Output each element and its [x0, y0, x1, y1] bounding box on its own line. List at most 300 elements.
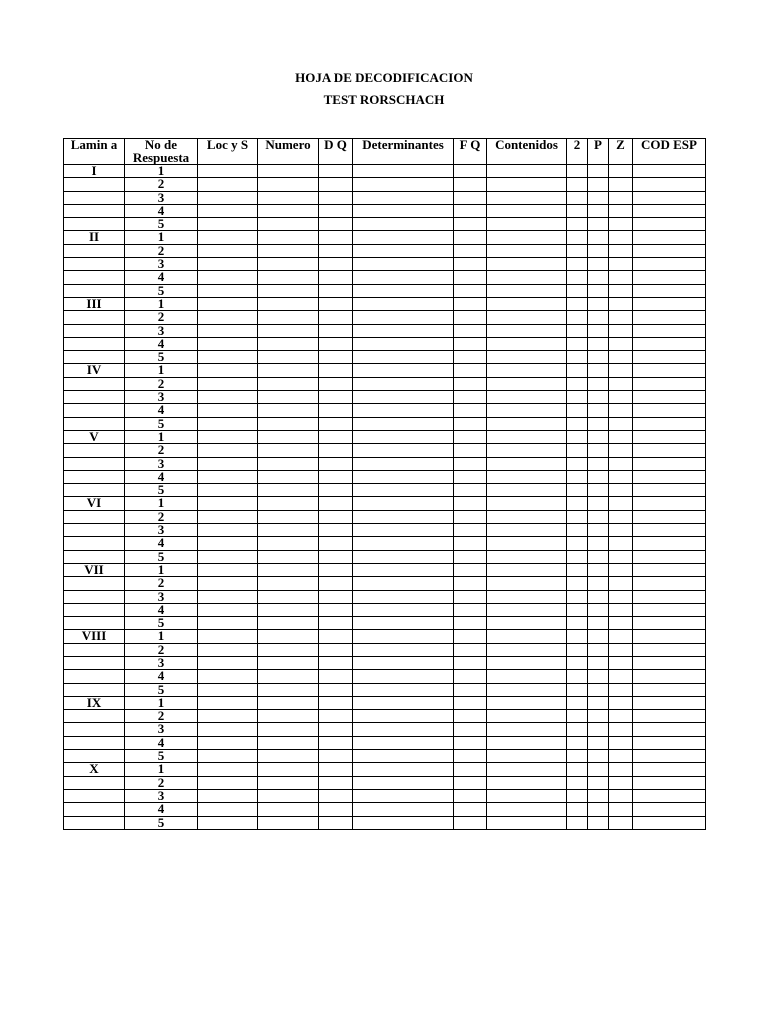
cell-z[interactable] — [609, 816, 633, 829]
cell-cod-esp[interactable] — [633, 191, 706, 204]
cell-dq[interactable] — [319, 563, 353, 576]
cell-fq[interactable] — [454, 297, 487, 310]
cell-z[interactable] — [609, 231, 633, 244]
cell-determinantes[interactable] — [353, 577, 454, 590]
cell-z[interactable] — [609, 430, 633, 443]
cell-loc-y-s[interactable] — [198, 391, 258, 404]
cell-loc-y-s[interactable] — [198, 736, 258, 749]
cell-2[interactable] — [567, 497, 588, 510]
cell-numero[interactable] — [258, 377, 319, 390]
cell-determinantes[interactable] — [353, 404, 454, 417]
cell-fq[interactable] — [454, 244, 487, 257]
cell-cod-esp[interactable] — [633, 643, 706, 656]
cell-loc-y-s[interactable] — [198, 204, 258, 217]
cell-dq[interactable] — [319, 218, 353, 231]
cell-2[interactable] — [567, 656, 588, 669]
cell-contenidos[interactable] — [487, 696, 567, 709]
cell-p[interactable] — [588, 524, 609, 537]
cell-dq[interactable] — [319, 670, 353, 683]
cell-determinantes[interactable] — [353, 510, 454, 523]
cell-z[interactable] — [609, 271, 633, 284]
cell-fq[interactable] — [454, 231, 487, 244]
cell-z[interactable] — [609, 258, 633, 271]
cell-determinantes[interactable] — [353, 563, 454, 576]
cell-dq[interactable] — [319, 178, 353, 191]
cell-loc-y-s[interactable] — [198, 524, 258, 537]
cell-numero[interactable] — [258, 656, 319, 669]
cell-loc-y-s[interactable] — [198, 723, 258, 736]
cell-2[interactable] — [567, 377, 588, 390]
cell-p[interactable] — [588, 723, 609, 736]
cell-cod-esp[interactable] — [633, 497, 706, 510]
cell-fq[interactable] — [454, 736, 487, 749]
cell-loc-y-s[interactable] — [198, 763, 258, 776]
cell-loc-y-s[interactable] — [198, 789, 258, 802]
cell-dq[interactable] — [319, 364, 353, 377]
cell-dq[interactable] — [319, 710, 353, 723]
cell-contenidos[interactable] — [487, 524, 567, 537]
cell-determinantes[interactable] — [353, 816, 454, 829]
cell-numero[interactable] — [258, 271, 319, 284]
cell-loc-y-s[interactable] — [198, 776, 258, 789]
cell-numero[interactable] — [258, 617, 319, 630]
cell-dq[interactable] — [319, 537, 353, 550]
cell-loc-y-s[interactable] — [198, 484, 258, 497]
cell-contenidos[interactable] — [487, 377, 567, 390]
cell-dq[interactable] — [319, 311, 353, 324]
cell-z[interactable] — [609, 656, 633, 669]
cell-dq[interactable] — [319, 258, 353, 271]
cell-z[interactable] — [609, 391, 633, 404]
cell-numero[interactable] — [258, 537, 319, 550]
cell-contenidos[interactable] — [487, 816, 567, 829]
cell-p[interactable] — [588, 670, 609, 683]
cell-determinantes[interactable] — [353, 736, 454, 749]
cell-2[interactable] — [567, 763, 588, 776]
cell-p[interactable] — [588, 710, 609, 723]
cell-cod-esp[interactable] — [633, 696, 706, 709]
cell-2[interactable] — [567, 816, 588, 829]
cell-2[interactable] — [567, 231, 588, 244]
cell-determinantes[interactable] — [353, 244, 454, 257]
cell-cod-esp[interactable] — [633, 444, 706, 457]
cell-contenidos[interactable] — [487, 550, 567, 563]
cell-2[interactable] — [567, 204, 588, 217]
cell-fq[interactable] — [454, 457, 487, 470]
cell-fq[interactable] — [454, 617, 487, 630]
cell-dq[interactable] — [319, 204, 353, 217]
cell-z[interactable] — [609, 284, 633, 297]
cell-p[interactable] — [588, 391, 609, 404]
cell-z[interactable] — [609, 417, 633, 430]
cell-loc-y-s[interactable] — [198, 656, 258, 669]
cell-determinantes[interactable] — [353, 258, 454, 271]
cell-determinantes[interactable] — [353, 417, 454, 430]
cell-loc-y-s[interactable] — [198, 324, 258, 337]
cell-p[interactable] — [588, 630, 609, 643]
cell-2[interactable] — [567, 683, 588, 696]
cell-numero[interactable] — [258, 643, 319, 656]
cell-fq[interactable] — [454, 337, 487, 350]
cell-2[interactable] — [567, 297, 588, 310]
cell-numero[interactable] — [258, 776, 319, 789]
cell-2[interactable] — [567, 430, 588, 443]
cell-cod-esp[interactable] — [633, 537, 706, 550]
cell-numero[interactable] — [258, 816, 319, 829]
cell-determinantes[interactable] — [353, 218, 454, 231]
cell-numero[interactable] — [258, 404, 319, 417]
cell-loc-y-s[interactable] — [198, 643, 258, 656]
cell-loc-y-s[interactable] — [198, 510, 258, 523]
cell-fq[interactable] — [454, 643, 487, 656]
cell-dq[interactable] — [319, 736, 353, 749]
cell-2[interactable] — [567, 563, 588, 576]
cell-z[interactable] — [609, 617, 633, 630]
cell-determinantes[interactable] — [353, 683, 454, 696]
cell-cod-esp[interactable] — [633, 218, 706, 231]
cell-determinantes[interactable] — [353, 484, 454, 497]
cell-numero[interactable] — [258, 284, 319, 297]
cell-fq[interactable] — [454, 444, 487, 457]
cell-determinantes[interactable] — [353, 656, 454, 669]
cell-numero[interactable] — [258, 736, 319, 749]
cell-determinantes[interactable] — [353, 364, 454, 377]
cell-dq[interactable] — [319, 391, 353, 404]
cell-z[interactable] — [609, 404, 633, 417]
cell-numero[interactable] — [258, 497, 319, 510]
cell-cod-esp[interactable] — [633, 297, 706, 310]
cell-fq[interactable] — [454, 524, 487, 537]
cell-dq[interactable] — [319, 510, 353, 523]
cell-numero[interactable] — [258, 364, 319, 377]
cell-contenidos[interactable] — [487, 563, 567, 576]
cell-p[interactable] — [588, 271, 609, 284]
cell-cod-esp[interactable] — [633, 563, 706, 576]
cell-2[interactable] — [567, 537, 588, 550]
cell-contenidos[interactable] — [487, 470, 567, 483]
cell-cod-esp[interactable] — [633, 457, 706, 470]
cell-determinantes[interactable] — [353, 670, 454, 683]
cell-2[interactable] — [567, 510, 588, 523]
cell-2[interactable] — [567, 750, 588, 763]
cell-fq[interactable] — [454, 656, 487, 669]
cell-contenidos[interactable] — [487, 218, 567, 231]
cell-2[interactable] — [567, 603, 588, 616]
cell-cod-esp[interactable] — [633, 776, 706, 789]
cell-fq[interactable] — [454, 258, 487, 271]
cell-z[interactable] — [609, 244, 633, 257]
cell-dq[interactable] — [319, 284, 353, 297]
cell-determinantes[interactable] — [353, 470, 454, 483]
cell-dq[interactable] — [319, 750, 353, 763]
cell-contenidos[interactable] — [487, 683, 567, 696]
cell-p[interactable] — [588, 803, 609, 816]
cell-fq[interactable] — [454, 683, 487, 696]
cell-dq[interactable] — [319, 550, 353, 563]
cell-2[interactable] — [567, 736, 588, 749]
cell-loc-y-s[interactable] — [198, 590, 258, 603]
cell-p[interactable] — [588, 763, 609, 776]
cell-p[interactable] — [588, 497, 609, 510]
cell-z[interactable] — [609, 377, 633, 390]
cell-p[interactable] — [588, 417, 609, 430]
cell-dq[interactable] — [319, 683, 353, 696]
cell-z[interactable] — [609, 311, 633, 324]
cell-numero[interactable] — [258, 165, 319, 178]
cell-2[interactable] — [567, 577, 588, 590]
cell-p[interactable] — [588, 311, 609, 324]
cell-p[interactable] — [588, 297, 609, 310]
cell-determinantes[interactable] — [353, 696, 454, 709]
cell-cod-esp[interactable] — [633, 603, 706, 616]
cell-contenidos[interactable] — [487, 617, 567, 630]
cell-dq[interactable] — [319, 617, 353, 630]
cell-dq[interactable] — [319, 723, 353, 736]
cell-p[interactable] — [588, 231, 609, 244]
cell-determinantes[interactable] — [353, 271, 454, 284]
cell-loc-y-s[interactable] — [198, 297, 258, 310]
cell-2[interactable] — [567, 590, 588, 603]
cell-cod-esp[interactable] — [633, 590, 706, 603]
cell-cod-esp[interactable] — [633, 763, 706, 776]
cell-determinantes[interactable] — [353, 324, 454, 337]
cell-cod-esp[interactable] — [633, 683, 706, 696]
cell-p[interactable] — [588, 204, 609, 217]
cell-z[interactable] — [609, 550, 633, 563]
cell-2[interactable] — [567, 803, 588, 816]
cell-p[interactable] — [588, 457, 609, 470]
cell-determinantes[interactable] — [353, 297, 454, 310]
cell-loc-y-s[interactable] — [198, 603, 258, 616]
cell-numero[interactable] — [258, 524, 319, 537]
cell-cod-esp[interactable] — [633, 284, 706, 297]
cell-loc-y-s[interactable] — [198, 178, 258, 191]
cell-2[interactable] — [567, 524, 588, 537]
cell-loc-y-s[interactable] — [198, 750, 258, 763]
cell-contenidos[interactable] — [487, 231, 567, 244]
cell-loc-y-s[interactable] — [198, 444, 258, 457]
cell-numero[interactable] — [258, 803, 319, 816]
cell-dq[interactable] — [319, 776, 353, 789]
cell-p[interactable] — [588, 750, 609, 763]
cell-z[interactable] — [609, 510, 633, 523]
cell-2[interactable] — [567, 550, 588, 563]
cell-loc-y-s[interactable] — [198, 377, 258, 390]
cell-contenidos[interactable] — [487, 324, 567, 337]
cell-cod-esp[interactable] — [633, 430, 706, 443]
cell-fq[interactable] — [454, 191, 487, 204]
cell-cod-esp[interactable] — [633, 470, 706, 483]
cell-p[interactable] — [588, 470, 609, 483]
cell-contenidos[interactable] — [487, 178, 567, 191]
cell-fq[interactable] — [454, 417, 487, 430]
cell-z[interactable] — [609, 643, 633, 656]
cell-p[interactable] — [588, 577, 609, 590]
cell-loc-y-s[interactable] — [198, 284, 258, 297]
cell-p[interactable] — [588, 351, 609, 364]
cell-z[interactable] — [609, 630, 633, 643]
cell-contenidos[interactable] — [487, 430, 567, 443]
cell-p[interactable] — [588, 377, 609, 390]
cell-2[interactable] — [567, 351, 588, 364]
cell-dq[interactable] — [319, 603, 353, 616]
cell-determinantes[interactable] — [353, 457, 454, 470]
cell-p[interactable] — [588, 484, 609, 497]
cell-dq[interactable] — [319, 524, 353, 537]
cell-z[interactable] — [609, 497, 633, 510]
cell-fq[interactable] — [454, 803, 487, 816]
cell-determinantes[interactable] — [353, 776, 454, 789]
cell-cod-esp[interactable] — [633, 337, 706, 350]
cell-fq[interactable] — [454, 284, 487, 297]
cell-z[interactable] — [609, 736, 633, 749]
cell-cod-esp[interactable] — [633, 377, 706, 390]
cell-z[interactable] — [609, 789, 633, 802]
cell-2[interactable] — [567, 723, 588, 736]
cell-fq[interactable] — [454, 603, 487, 616]
cell-z[interactable] — [609, 696, 633, 709]
cell-contenidos[interactable] — [487, 204, 567, 217]
cell-2[interactable] — [567, 444, 588, 457]
cell-loc-y-s[interactable] — [198, 617, 258, 630]
cell-contenidos[interactable] — [487, 271, 567, 284]
cell-loc-y-s[interactable] — [198, 550, 258, 563]
cell-contenidos[interactable] — [487, 803, 567, 816]
cell-z[interactable] — [609, 670, 633, 683]
cell-cod-esp[interactable] — [633, 231, 706, 244]
cell-contenidos[interactable] — [487, 670, 567, 683]
cell-determinantes[interactable] — [353, 630, 454, 643]
cell-loc-y-s[interactable] — [198, 351, 258, 364]
cell-dq[interactable] — [319, 404, 353, 417]
cell-loc-y-s[interactable] — [198, 670, 258, 683]
cell-2[interactable] — [567, 337, 588, 350]
cell-loc-y-s[interactable] — [198, 337, 258, 350]
cell-cod-esp[interactable] — [633, 630, 706, 643]
cell-2[interactable] — [567, 364, 588, 377]
cell-fq[interactable] — [454, 776, 487, 789]
cell-dq[interactable] — [319, 417, 353, 430]
cell-loc-y-s[interactable] — [198, 231, 258, 244]
cell-contenidos[interactable] — [487, 284, 567, 297]
cell-contenidos[interactable] — [487, 736, 567, 749]
cell-fq[interactable] — [454, 218, 487, 231]
cell-cod-esp[interactable] — [633, 723, 706, 736]
cell-2[interactable] — [567, 484, 588, 497]
cell-z[interactable] — [609, 444, 633, 457]
cell-p[interactable] — [588, 683, 609, 696]
cell-loc-y-s[interactable] — [198, 683, 258, 696]
cell-dq[interactable] — [319, 297, 353, 310]
cell-determinantes[interactable] — [353, 165, 454, 178]
cell-numero[interactable] — [258, 457, 319, 470]
cell-determinantes[interactable] — [353, 590, 454, 603]
cell-cod-esp[interactable] — [633, 311, 706, 324]
cell-z[interactable] — [609, 364, 633, 377]
cell-loc-y-s[interactable] — [198, 165, 258, 178]
cell-loc-y-s[interactable] — [198, 537, 258, 550]
cell-p[interactable] — [588, 244, 609, 257]
cell-contenidos[interactable] — [487, 510, 567, 523]
cell-dq[interactable] — [319, 377, 353, 390]
cell-z[interactable] — [609, 803, 633, 816]
cell-z[interactable] — [609, 723, 633, 736]
cell-z[interactable] — [609, 165, 633, 178]
cell-z[interactable] — [609, 524, 633, 537]
cell-p[interactable] — [588, 563, 609, 576]
cell-z[interactable] — [609, 218, 633, 231]
cell-dq[interactable] — [319, 816, 353, 829]
cell-2[interactable] — [567, 271, 588, 284]
cell-fq[interactable] — [454, 710, 487, 723]
cell-contenidos[interactable] — [487, 457, 567, 470]
cell-p[interactable] — [588, 191, 609, 204]
cell-fq[interactable] — [454, 430, 487, 443]
cell-fq[interactable] — [454, 590, 487, 603]
cell-p[interactable] — [588, 364, 609, 377]
cell-determinantes[interactable] — [353, 430, 454, 443]
cell-contenidos[interactable] — [487, 497, 567, 510]
cell-z[interactable] — [609, 750, 633, 763]
cell-p[interactable] — [588, 258, 609, 271]
cell-determinantes[interactable] — [353, 550, 454, 563]
cell-fq[interactable] — [454, 696, 487, 709]
cell-2[interactable] — [567, 470, 588, 483]
cell-z[interactable] — [609, 763, 633, 776]
cell-numero[interactable] — [258, 218, 319, 231]
cell-p[interactable] — [588, 550, 609, 563]
cell-p[interactable] — [588, 816, 609, 829]
cell-loc-y-s[interactable] — [198, 710, 258, 723]
cell-determinantes[interactable] — [353, 444, 454, 457]
cell-cod-esp[interactable] — [633, 789, 706, 802]
cell-2[interactable] — [567, 789, 588, 802]
cell-determinantes[interactable] — [353, 803, 454, 816]
cell-loc-y-s[interactable] — [198, 470, 258, 483]
cell-p[interactable] — [588, 736, 609, 749]
cell-z[interactable] — [609, 337, 633, 350]
cell-contenidos[interactable] — [487, 258, 567, 271]
cell-2[interactable] — [567, 191, 588, 204]
cell-numero[interactable] — [258, 590, 319, 603]
cell-dq[interactable] — [319, 337, 353, 350]
cell-numero[interactable] — [258, 550, 319, 563]
cell-loc-y-s[interactable] — [198, 816, 258, 829]
cell-fq[interactable] — [454, 311, 487, 324]
cell-cod-esp[interactable] — [633, 510, 706, 523]
cell-dq[interactable] — [319, 763, 353, 776]
cell-2[interactable] — [567, 391, 588, 404]
cell-loc-y-s[interactable] — [198, 696, 258, 709]
cell-contenidos[interactable] — [487, 590, 567, 603]
cell-numero[interactable] — [258, 696, 319, 709]
cell-numero[interactable] — [258, 258, 319, 271]
cell-2[interactable] — [567, 643, 588, 656]
cell-contenidos[interactable] — [487, 643, 567, 656]
cell-numero[interactable] — [258, 231, 319, 244]
cell-dq[interactable] — [319, 630, 353, 643]
cell-determinantes[interactable] — [353, 351, 454, 364]
cell-loc-y-s[interactable] — [198, 191, 258, 204]
cell-contenidos[interactable] — [487, 391, 567, 404]
cell-determinantes[interactable] — [353, 497, 454, 510]
cell-z[interactable] — [609, 683, 633, 696]
cell-z[interactable] — [609, 297, 633, 310]
cell-contenidos[interactable] — [487, 537, 567, 550]
cell-loc-y-s[interactable] — [198, 218, 258, 231]
cell-contenidos[interactable] — [487, 191, 567, 204]
cell-contenidos[interactable] — [487, 165, 567, 178]
